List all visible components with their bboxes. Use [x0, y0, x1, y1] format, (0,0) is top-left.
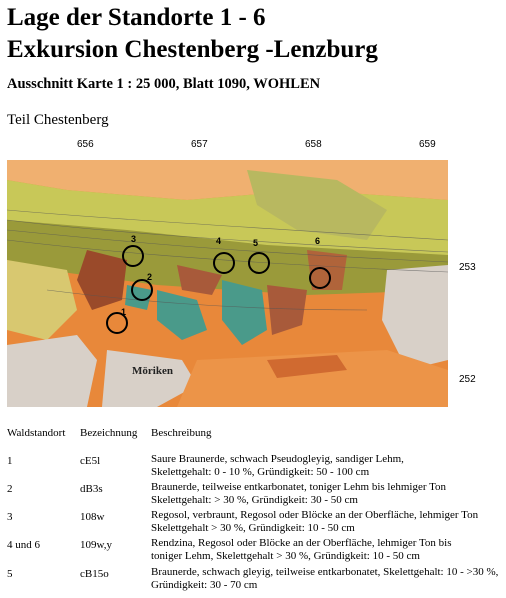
table-header-site: Waldstandort — [7, 427, 66, 439]
page-title-line2: Exkursion Chestenberg -Lenzburg — [7, 36, 378, 63]
table-cell-code: 108w — [80, 511, 105, 523]
grid-label-657: 657 — [191, 139, 208, 150]
table-cell-description: Gründigkeit: 30 - 70 cm — [151, 579, 258, 591]
table-cell-site: 4 und 6 — [7, 539, 40, 551]
table-cell-description: toniger Lehm, Skelettgehalt > 30 %, Gründigkeit: 10 - 50 cm — [151, 550, 420, 562]
site-marker-label: 3 — [131, 234, 137, 244]
site-marker-label: 4 — [216, 236, 222, 246]
grid-label-253: 253 — [459, 262, 476, 273]
table-cell-description: Skelettgehalt: > 30 %, Gründigkeit: 30 - 50 cm — [151, 494, 358, 506]
section-heading: Teil Chestenberg — [7, 112, 109, 128]
table-cell-description: Rendzina, Regosol oder Blöcke an der Oberfläche, lehmiger Ton bis — [151, 537, 452, 549]
table-cell-code: cB15o — [80, 568, 109, 580]
site-marker-label: 1 — [121, 307, 127, 317]
table-cell-site: 5 — [7, 568, 13, 580]
grid-label-659: 659 — [419, 139, 436, 150]
grid-label-658: 658 — [305, 139, 322, 150]
table-cell-site: 2 — [7, 483, 13, 495]
table-cell-description: Skelettgehalt: 0 - 10 %, Gründigkeit: 50 - 100 cm — [151, 466, 370, 478]
table-cell-description: Skelettgehalt > 30 %, Gründigkeit: 10 - 50 cm — [151, 522, 355, 534]
table-cell-code: dB3s — [80, 483, 103, 495]
grid-label-656: 656 — [77, 139, 94, 150]
table-cell-site: 1 — [7, 455, 13, 467]
map-subtitle: Ausschnitt Karte 1 : 25 000, Blatt 1090, WOHLEN — [7, 76, 321, 92]
site-marker-label: 6 — [315, 236, 321, 246]
grid-label-252: 252 — [459, 374, 476, 385]
table-cell-description: Saure Braunerde, schwach Pseudogleyig, sandiger Lehm, — [151, 453, 404, 465]
site-marker-label: 5 — [253, 238, 259, 248]
site-marker-label: 2 — [147, 272, 153, 282]
table-cell-code: 109w,y — [80, 539, 112, 551]
table-cell-description: Regosol, verbraunt, Regosol oder Blöcke an der Oberfläche, lehmiger Ton — [151, 509, 479, 521]
page-title: Lage der Standorte 1 - 6 — [7, 4, 266, 31]
table-cell-description: Braunerde, schwach gleyig, teilweise entkarbonatet, Skelettgehalt: 10 - >30 %, — [151, 566, 499, 578]
soil-map — [7, 160, 448, 407]
map-settlement-west — [7, 335, 97, 407]
place-label-moeriken: Möriken — [132, 365, 173, 377]
table-cell-site: 3 — [7, 511, 13, 523]
table-cell-description: Braunerde, teilweise entkarbonatet, toniger Lehm bis lehmiger Ton — [151, 481, 447, 493]
table-header-description: Beschreibung — [151, 427, 212, 439]
table-header-code: Bezeichnung — [80, 427, 138, 439]
table-cell-code: cE5l — [80, 455, 101, 467]
